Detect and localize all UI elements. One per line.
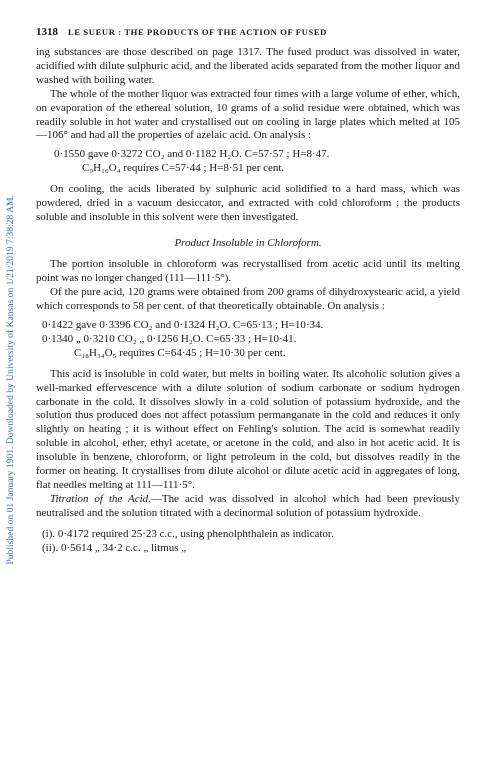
paragraph-5: Of the pure acid, 120 grams were obtained from 200 grams of dihydroxystearic acid, a yield which corresponds to 58 per cent. of that theoretically obtainable. On analysis :	[36, 285, 460, 312]
publication-watermark	[3, 60, 17, 700]
analysis-block-2	[36, 318, 460, 360]
page-header	[36, 26, 460, 38]
titration-results	[36, 527, 460, 555]
journal-page	[36, 26, 460, 555]
analysis-line: C₉H₁₆O₄ requires C=57·44 ; H=8·51 per cent.	[82, 162, 285, 175]
titration-heading: Titration of the Acid.	[50, 492, 151, 505]
page-number: 1318	[36, 26, 58, 38]
paragraph-3: On cooling, the acids liberated by sulphuric acid solidified to a hard mass, which was powdered, dried in a vacuum desiccator, and extracted with cold chloroform ; the products soluble and insoluble in this solvent were then investigated.	[36, 183, 460, 224]
running-head: LE SUEUR : THE PRODUCTS OF THE ACTION OF FUSED	[68, 27, 327, 37]
paragraph-2: The whole of the mother liquor was extracted four times with a large volume of ether, which, on evaporation of the ethereal solution, 10 grams of a solid residue were obtained, which was readily soluble in hot water and crystallised out on cooling in large plates which melted at 105—106° and had all the properties of azelaic acid. On analysis :	[36, 87, 460, 142]
analysis-line: 0·1550 gave 0·3272 CO₂ and 0·1182 H₂O. C=57·57 ; H=8·47.	[54, 148, 330, 161]
result-line: (ii). 0·5614 „ 34·2 c.c. „ litmus „	[42, 541, 187, 554]
analysis-block-1	[36, 147, 460, 175]
paragraph-6: This acid is insoluble in cold water, but melts in boiling water. Its alcoholic solution gives a well-marked effervescence with a dilute solution of sodium carbonate or sodium hydrogen carbonate in the cold. It dissolves slowly in a cold solution of potassium hydroxide, and the solution thus produced does not affect potassium permanganate in the cold and reduces it only slightly on heating ; it is without effect on Fehling's solution. The acid is somewhat readily soluble in alcohol, ether, ethyl acetate, or acetone in the cold, and also in hot acetic acid. It is insoluble in benzene, chloroform, or light petroleum in the cold, but dissolves readily in the former on heating. It crystallises from dilute alcohol or dilute acetic acid in aggregates of long, flat needles melting at 111—111·5°.	[36, 367, 460, 491]
section-heading: Product Insoluble in Chloroform.	[174, 237, 322, 250]
paragraph-7	[36, 493, 460, 521]
watermark-text: Published on 01 January 1901. Downloaded by University of Kansas on 1/21/2019 7:38:28 AM.	[4, 195, 16, 565]
paragraph-4: The portion insoluble in chloroform was recrystallised from acetic acid until its melting point was no longer changed (111—111·5°).	[36, 258, 460, 284]
analysis-line: C₁₈H₃₄O₅ requires C=64·45 ; H=10·30 per cent.	[74, 346, 286, 359]
analysis-line: 0·1422 gave 0·3396 CO₂ and 0·1324 H₂O. C=65·13 ; H=10·34.	[42, 318, 324, 331]
analysis-line: 0·1340 „ 0·3210 CO₂ „ 0·1256 H₂O. C=65·33 ; H=10·41.	[42, 332, 297, 345]
result-line: (i). 0·4172 required 25·23 c.c., using phenolphthalein as indicator.	[42, 527, 334, 540]
titration-text: —The acid was dissolved in alcohol which had been previously neutralised and the solution titrated with a decinormal solution of potassium hydroxide.	[36, 492, 460, 519]
paragraph-1: ing substances are those described on page 1317. The fused product was dissolved in water, acidified with dilute sulphuric acid, and the liberated acids separated from the mother liquor and washed with boiling water.	[36, 46, 460, 86]
